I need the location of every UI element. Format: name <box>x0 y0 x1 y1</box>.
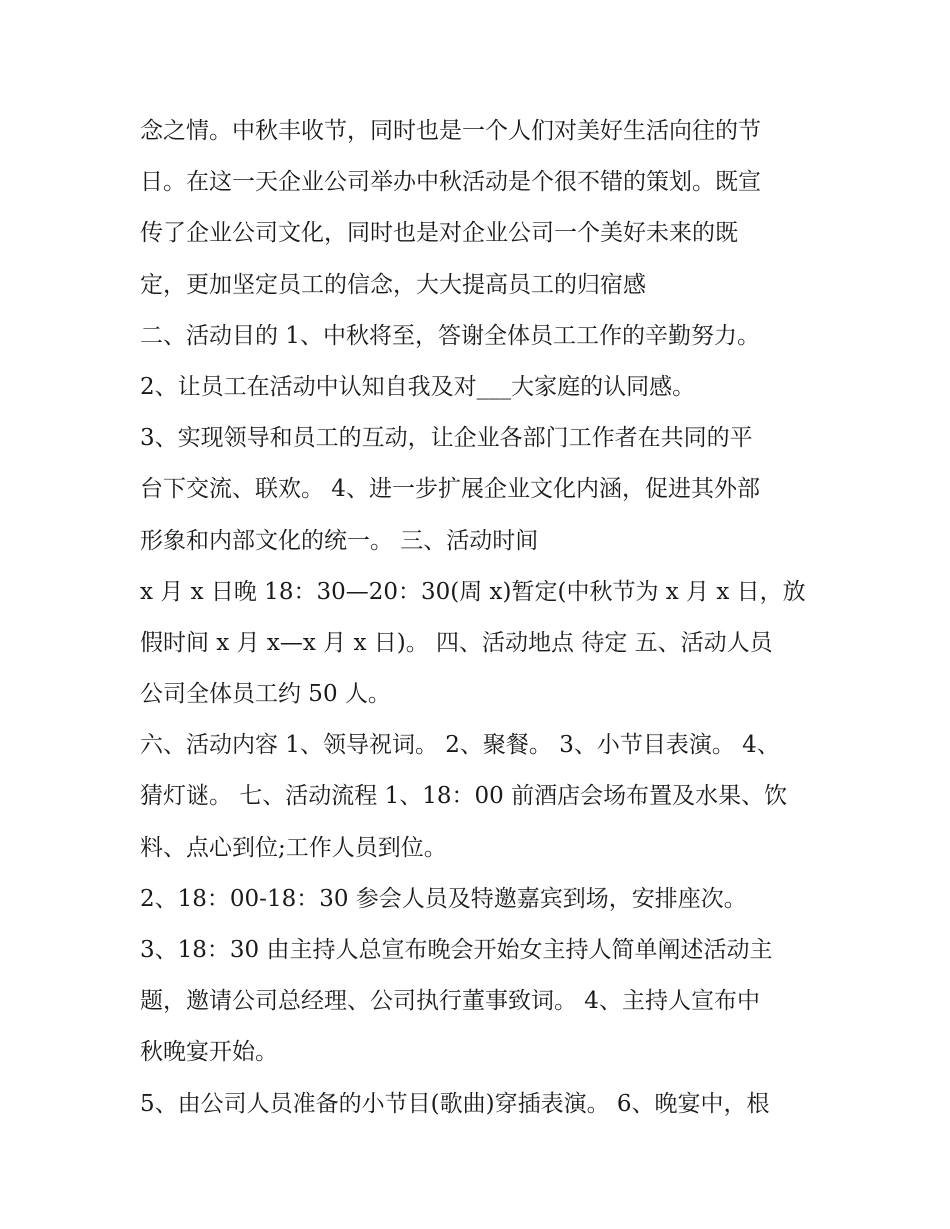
text-line: 二、活动目的 1、中秋将至，答谢全体员工工作的辛勤努力。 <box>140 322 760 349</box>
text-line: 料、点心到位;工作人员到位。 <box>140 834 447 861</box>
text-line: 5、由公司人员准备的小节目(歌曲)穿插表演。 6、晚宴中，根 <box>140 1090 770 1117</box>
text-line: 定，更加坚定员工的信念，大大提高员工的归宿感 <box>140 271 646 298</box>
text-line: 3、18：30 由主持人总宣布晚会开始女主持人简单阐述活动主 <box>140 937 773 963</box>
text-line: 2、18：00-18：30 参会人员及特邀嘉宾到场，安排座次。 <box>140 885 747 912</box>
text-line: 形象和内部文化的统一。 三、活动时间 <box>140 527 539 554</box>
text-line: x 月 x 日晚 18：30—20：30(周 x)暂定(中秋节为 x 月 x 日，放 <box>140 578 806 605</box>
text-line: 2、让员工在活动中认知自我及对___大家庭的认同感。 <box>140 373 696 400</box>
text-line: 念之情。中秋丰收节，同时也是一个人们对美好生活向往的节 <box>140 118 761 144</box>
text-line: 假时间 x 月 x—x 月 x 日)。 四、活动地点 待定 五、活动人员 <box>140 629 773 656</box>
text-line: 台下交流、联欢。 4、进一步扩展企业文化内涵，促进其外部 <box>140 476 760 503</box>
text-line: 公司全体员工约 50 人。 <box>140 681 391 708</box>
text-line: 传了企业公司文化，同时也是对企业公司一个美好未来的既 <box>140 220 738 247</box>
text-line: 3、实现领导和员工的互动，让企业各部门工作者在共同的平 <box>140 425 753 452</box>
text-line: 猜灯谜。 七、活动流程 1、18：00 前酒店会场布置及水果、饮 <box>140 783 788 810</box>
text-line: 秋晚宴开始。 <box>140 1039 278 1066</box>
text-line: 日。在这一天企业公司举办中秋活动是个很不错的策划。既宣 <box>140 169 761 196</box>
text-line: 六、活动内容 1、领导祝词。 2、聚餐。 3、小节目表演。 4、 <box>140 732 780 759</box>
document-body <box>140 106 820 1130</box>
text-line: 题，邀请公司总经理、公司执行董事致词。 4、主持人宣布中 <box>140 988 760 1015</box>
